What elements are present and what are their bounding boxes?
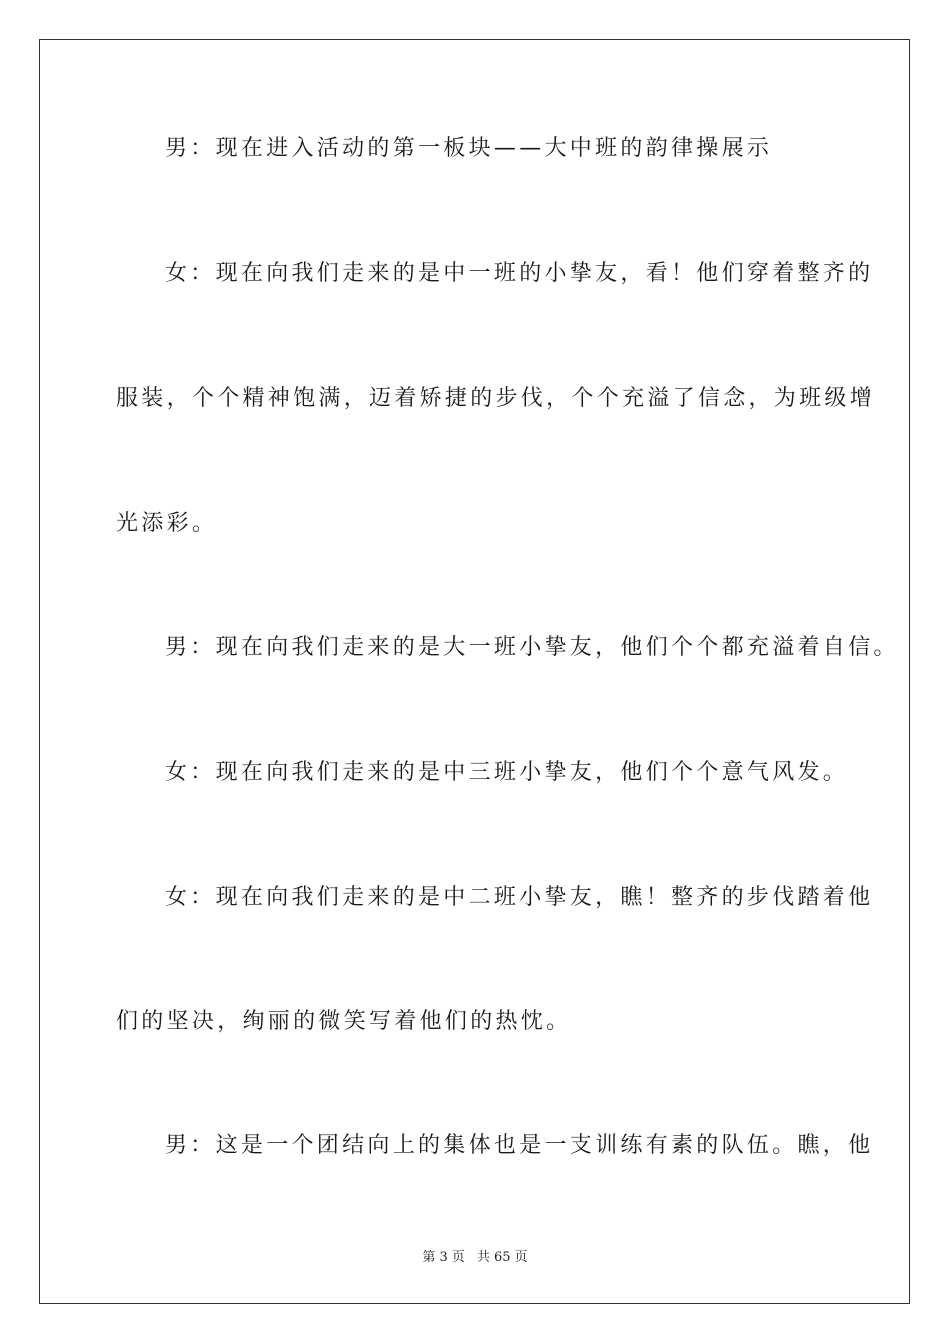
paragraph-line-4: 光添彩。 [116, 511, 218, 536]
paragraph-line-6: 女：现在向我们走来的是中三班小挚友，他们个个意气风发。 [165, 760, 849, 785]
page-border [39, 39, 910, 1304]
total-pages: 共 65 页 [476, 1250, 528, 1265]
paragraph-line-2: 女：现在向我们走来的是中一班的小挚友，看！他们穿着整齐的 [165, 261, 874, 286]
paragraph-line-7: 女：现在向我们走来的是中二班小挚友，瞧！整齐的步伐踏着他 [165, 885, 874, 910]
paragraph-line-1: 男：现在进入活动的第一板块——大中班的韵律操展示 [165, 136, 773, 161]
paragraph-line-3: 服装，个个精神饱满，迈着矫捷的步伐，个个充溢了信念，为班级增 [116, 386, 876, 411]
page-number: 第 3 页 [422, 1250, 465, 1265]
paragraph-line-9: 男：这是一个团结向上的集体也是一支训练有素的队伍。瞧，他 [165, 1133, 874, 1158]
paragraph-line-5: 男：现在向我们走来的是大一班小挚友，他们个个都充溢着自信。 [165, 635, 899, 660]
paragraph-line-8: 们的坚决，绚丽的微笑写着他们的热忱。 [116, 1009, 572, 1034]
page-footer [0, 1246, 950, 1265]
